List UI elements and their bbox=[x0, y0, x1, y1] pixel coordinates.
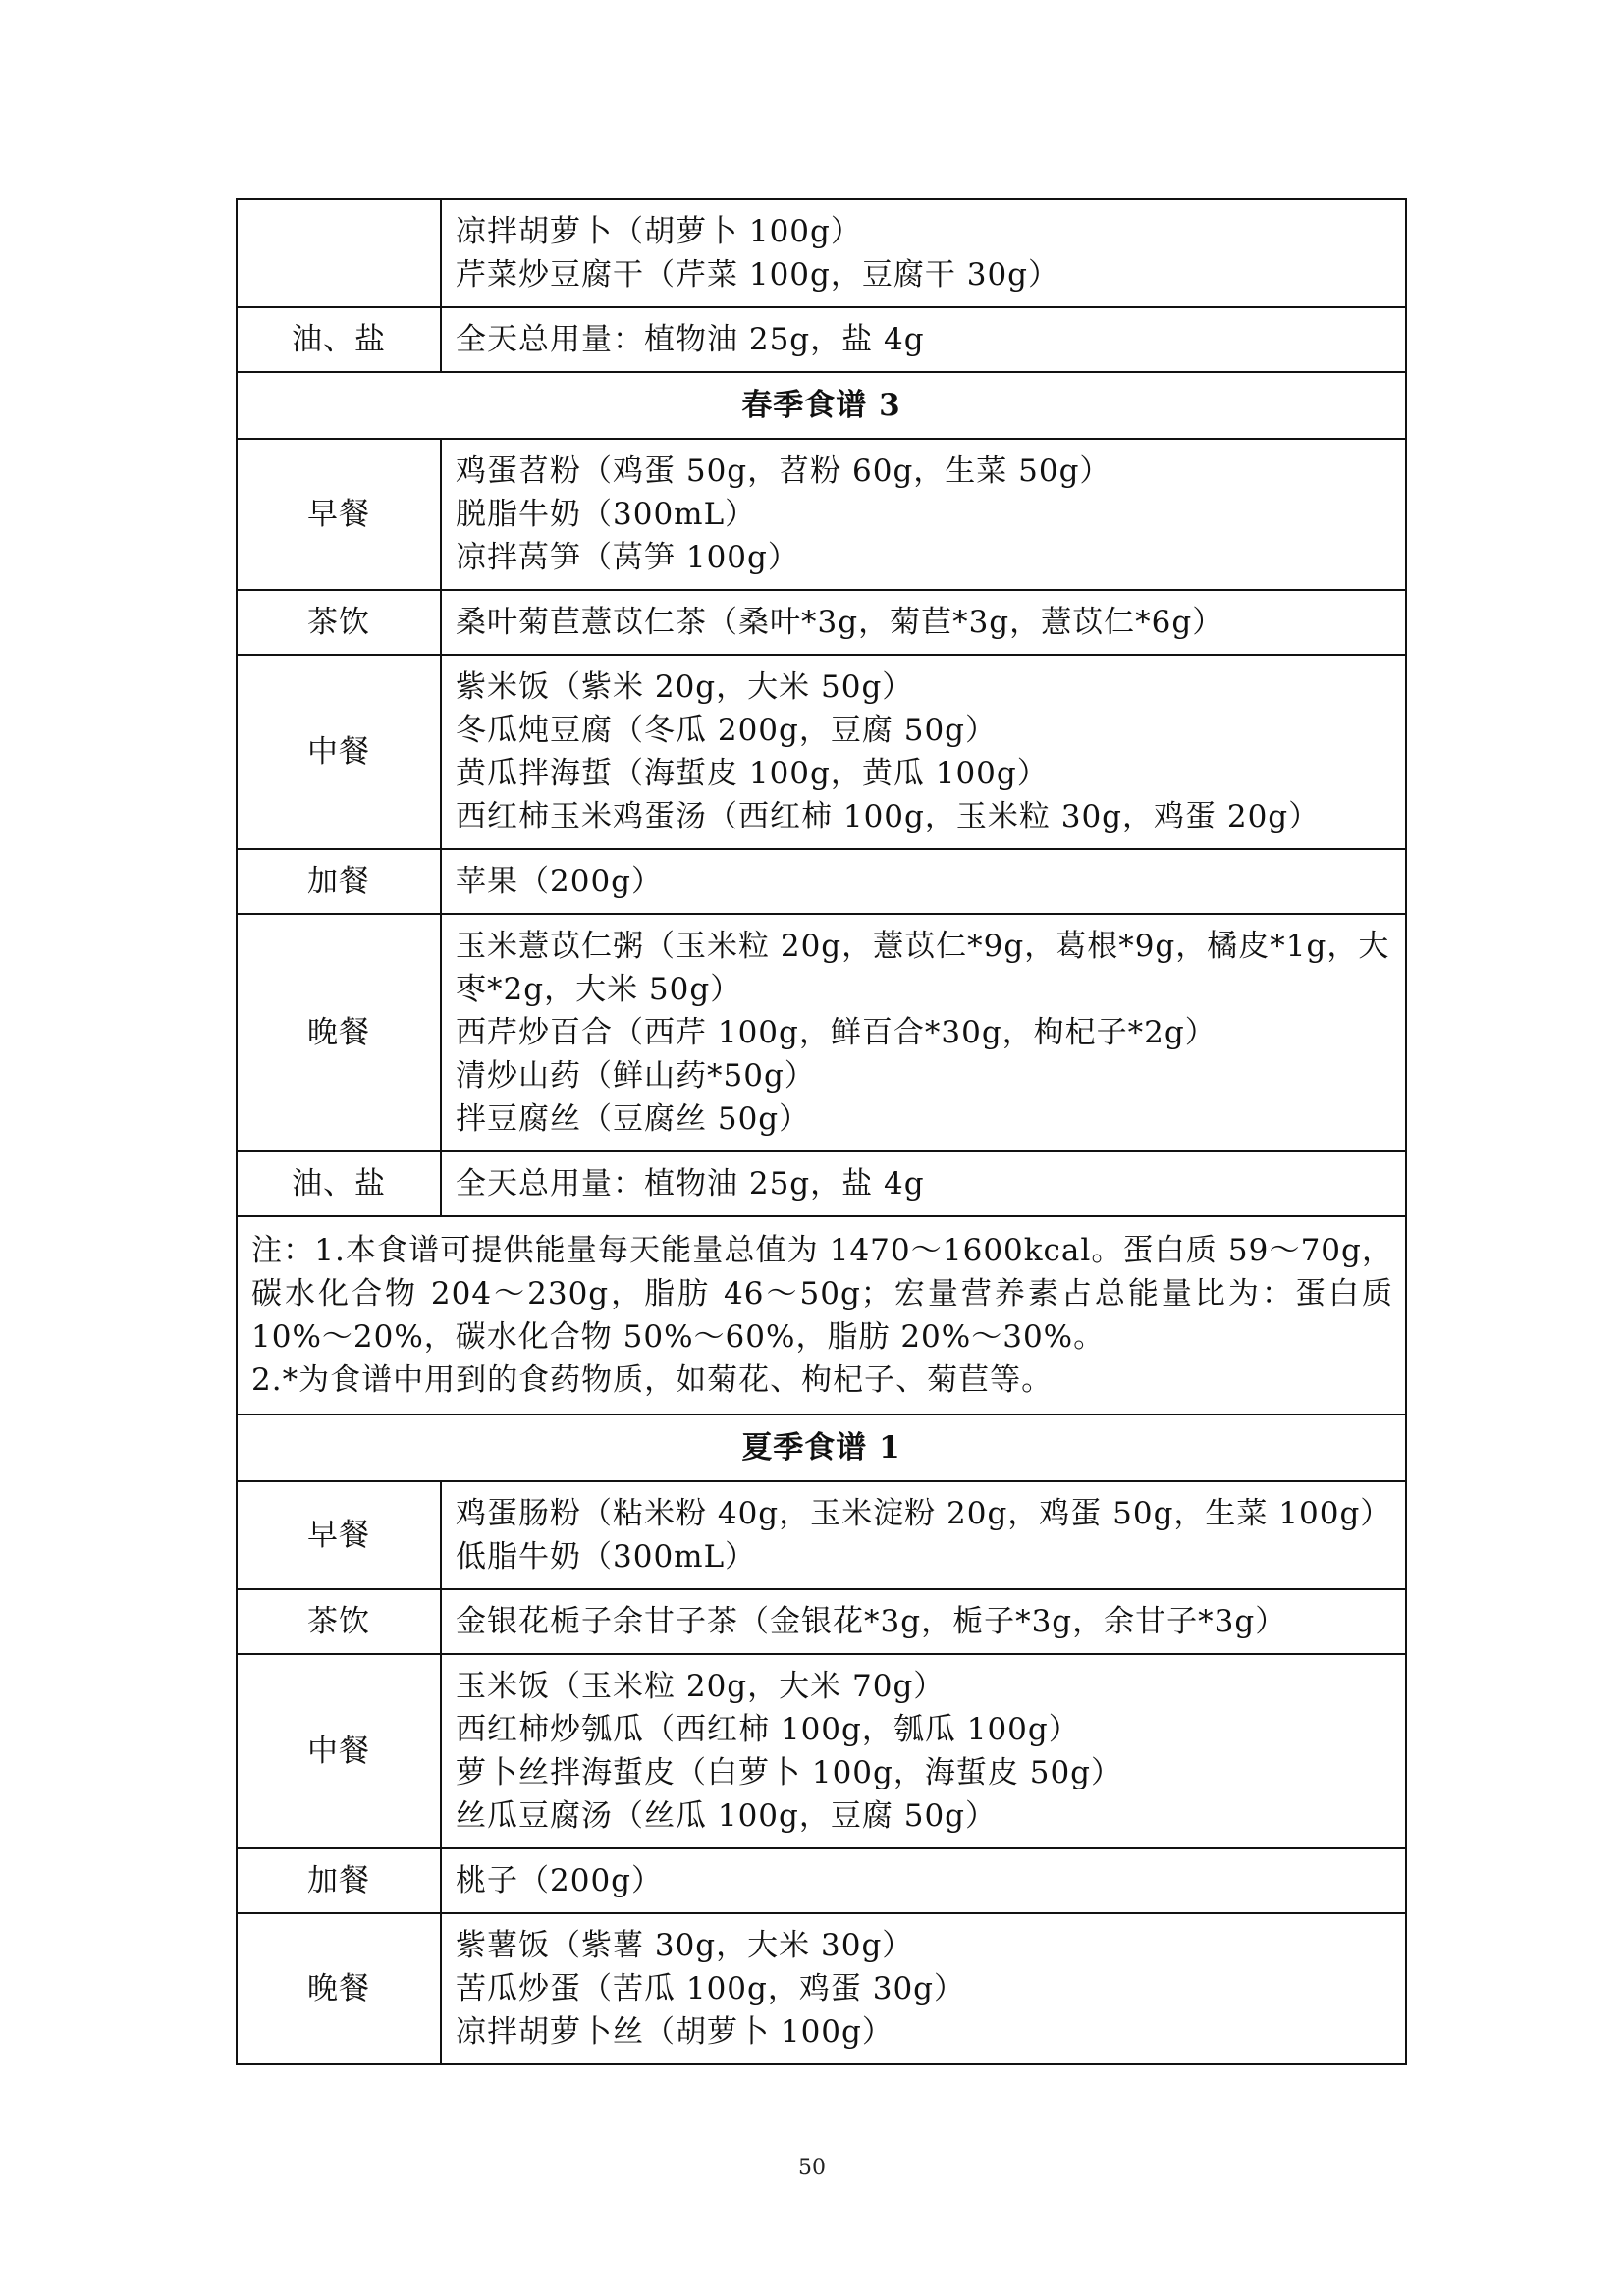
meal-content bbox=[441, 849, 1406, 914]
meal-content bbox=[441, 1151, 1406, 1216]
meal-label: 早餐 bbox=[237, 439, 441, 590]
meal-row bbox=[237, 590, 1406, 655]
menu-item: 苦瓜炒蛋（苦瓜 100g，鸡蛋 30g） bbox=[456, 1971, 966, 2006]
menu-item: 拌豆腐丝（豆腐丝 50g） bbox=[456, 1101, 811, 1137]
menu-item: 低脂牛奶（300mL） bbox=[456, 1539, 757, 1575]
meal-row bbox=[237, 1481, 1406, 1589]
section-row bbox=[237, 372, 1406, 439]
meal-content bbox=[441, 307, 1406, 372]
section-row bbox=[237, 1415, 1406, 1481]
menu-item: 紫米饭（紫米 20g，大米 50g） bbox=[456, 669, 914, 705]
menu-item: 凉拌胡萝卜（胡萝卜 100g） bbox=[456, 214, 862, 249]
meal-label: 油、盐 bbox=[237, 307, 441, 372]
meal-content bbox=[441, 590, 1406, 655]
meal-label: 晚餐 bbox=[237, 914, 441, 1151]
meal-content bbox=[441, 914, 1406, 1151]
menu-item: 苹果（200g） bbox=[456, 864, 664, 899]
meal-content bbox=[441, 1913, 1406, 2064]
menu-item: 芹菜炒豆腐干（芹菜 100g，豆腐干 30g） bbox=[456, 257, 1060, 293]
note-line: 注：1.本食谱可提供能量每天能量总值为 1470～1600kcal。蛋白质 59～70g，碳水化合物 204～230g，脂肪 46～50g；宏量营养素占总能量比为：蛋白质 10%～20%，碳水化合物 50%～60%，脂肪 20%～30%。 bbox=[251, 1233, 1404, 1355]
menu-item: 桑叶菊苣薏苡仁茶（桑叶*3g，菊苣*3g，薏苡仁*6g） bbox=[456, 605, 1224, 640]
menu-item: 全天总用量：植物油 25g，盐 4g bbox=[456, 322, 925, 357]
menu-item: 脱脂牛奶（300mL） bbox=[456, 497, 757, 532]
meal-label: 加餐 bbox=[237, 849, 441, 914]
meal-row bbox=[237, 307, 1406, 372]
meal-row bbox=[237, 655, 1406, 849]
meal-label: 加餐 bbox=[237, 1848, 441, 1913]
menu-item: 西红柿炒瓠瓜（西红柿 100g，瓠瓜 100g） bbox=[456, 1712, 1080, 1747]
meal-content bbox=[441, 439, 1406, 590]
meal-label: 中餐 bbox=[237, 1654, 441, 1848]
section-title: 春季食谱 3 bbox=[237, 372, 1406, 439]
menu-item: 冬瓜炖豆腐（冬瓜 200g，豆腐 50g） bbox=[456, 713, 998, 748]
meal-content bbox=[441, 1481, 1406, 1589]
menu-item: 紫薯饭（紫薯 30g，大米 30g） bbox=[456, 1928, 914, 1963]
meal-label: 油、盐 bbox=[237, 1151, 441, 1216]
meal-content bbox=[441, 1654, 1406, 1848]
section-title: 夏季食谱 1 bbox=[237, 1415, 1406, 1481]
meal-content bbox=[441, 199, 1406, 307]
menu-item: 西红柿玉米鸡蛋汤（西红柿 100g，玉米粒 30g，鸡蛋 20g） bbox=[456, 799, 1321, 834]
menu-item: 西芹炒百合（西芹 100g，鲜百合*30g，枸杞子*2g） bbox=[456, 1015, 1217, 1050]
meal-row bbox=[237, 1654, 1406, 1848]
meal-label: 茶饮 bbox=[237, 1589, 441, 1654]
meal-plan-table-body bbox=[237, 199, 1406, 2064]
meal-label: 晚餐 bbox=[237, 1913, 441, 2064]
page-number: 50 bbox=[798, 2156, 826, 2180]
menu-item: 鸡蛋肠粉（粘米粉 40g，玉米淀粉 20g，鸡蛋 50g，生菜 100g） bbox=[456, 1496, 1392, 1531]
meal-label: 早餐 bbox=[237, 1481, 441, 1589]
meal-row bbox=[237, 914, 1406, 1151]
meal-label: 中餐 bbox=[237, 655, 441, 849]
menu-item: 萝卜丝拌海蜇皮（白萝卜 100g，海蜇皮 50g） bbox=[456, 1755, 1123, 1790]
menu-item: 鸡蛋苕粉（鸡蛋 50g，苕粉 60g，生菜 50g） bbox=[456, 454, 1111, 489]
meal-row bbox=[237, 1589, 1406, 1654]
meal-label bbox=[237, 199, 441, 307]
meal-label: 茶饮 bbox=[237, 590, 441, 655]
meal-row bbox=[237, 1913, 1406, 2064]
note-line: 2.*为食谱中用到的食药物质，如菊花、枸杞子、菊苣等。 bbox=[251, 1362, 1054, 1398]
menu-item: 黄瓜拌海蜇（海蜇皮 100g，黄瓜 100g） bbox=[456, 756, 1049, 791]
menu-item: 金银花栀子余甘子茶（金银花*3g，栀子*3g，余甘子*3g） bbox=[456, 1604, 1287, 1639]
note-row bbox=[237, 1216, 1406, 1415]
meal-content bbox=[441, 1848, 1406, 1913]
meal-content bbox=[441, 655, 1406, 849]
menu-item: 丝瓜豆腐汤（丝瓜 100g，豆腐 50g） bbox=[456, 1798, 998, 1834]
menu-item: 全天总用量：植物油 25g，盐 4g bbox=[456, 1166, 925, 1201]
menu-item: 玉米薏苡仁粥（玉米粒 20g，薏苡仁*9g，葛根*9g，橘皮*1g，大枣*2g，大米 50g） bbox=[456, 929, 1390, 1007]
menu-item: 玉米饭（玉米粒 20g，大米 70g） bbox=[456, 1669, 946, 1704]
meal-row bbox=[237, 1848, 1406, 1913]
meal-content bbox=[441, 1589, 1406, 1654]
meal-row bbox=[237, 1151, 1406, 1216]
meal-row bbox=[237, 849, 1406, 914]
menu-item: 凉拌莴笋（莴笋 100g） bbox=[456, 540, 799, 575]
meal-row bbox=[237, 199, 1406, 307]
menu-item: 凉拌胡萝卜丝（胡萝卜 100g） bbox=[456, 2014, 893, 2050]
menu-item: 桃子（200g） bbox=[456, 1863, 664, 1898]
note-cell bbox=[237, 1216, 1406, 1415]
menu-item: 清炒山药（鲜山药*50g） bbox=[456, 1058, 816, 1094]
meal-row bbox=[237, 439, 1406, 590]
meal-plan-table bbox=[236, 198, 1407, 2065]
